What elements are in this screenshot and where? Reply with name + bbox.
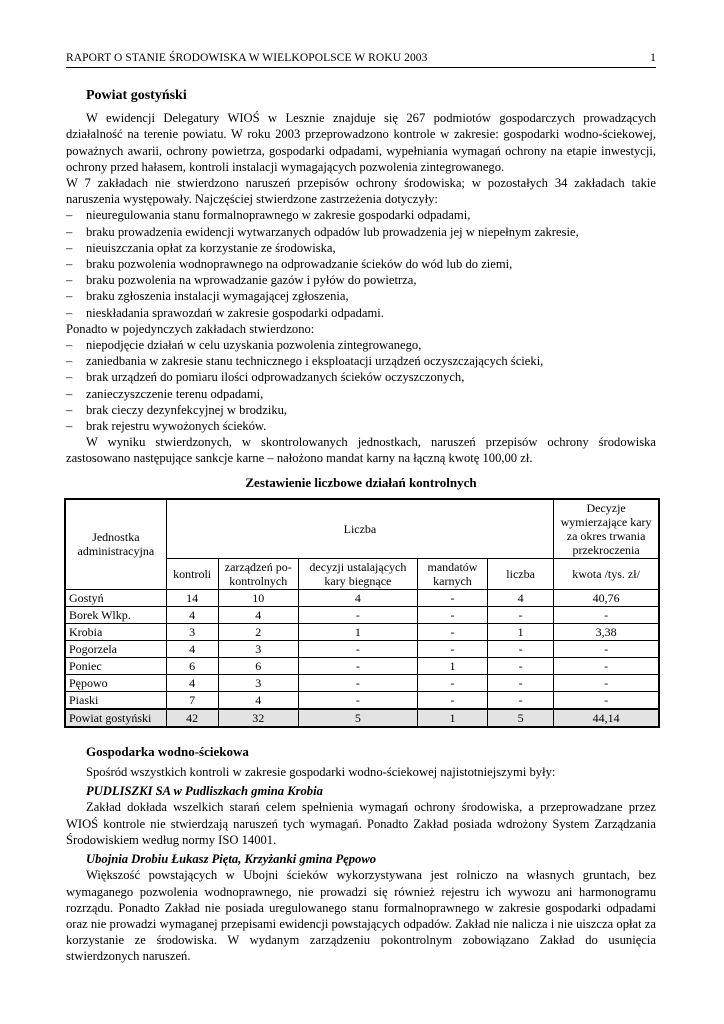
cell-decyzji: - <box>298 674 417 691</box>
cell-unit: Powiat gostyński <box>65 709 166 727</box>
page-header <box>66 52 656 68</box>
findings-paragraph: W 7 zakładach nie stwierdzono naruszeń przepisów ochrony środowiska; w pozostałych 34 zakładach takie naruszenia występowały. Najczęściej stwierdzone zastrzeżenia dotyczyły: <box>66 176 656 207</box>
cell-unit: Gostyń <box>65 589 166 606</box>
cell-kontroli: 14 <box>166 589 218 606</box>
cell-unit: Krobia <box>65 623 166 640</box>
cell-kontroli: 3 <box>166 623 218 640</box>
cell-decyzji: - <box>298 640 417 657</box>
pudliszki-subtitle: PUDLISZKI SA w Pudliszkach gmina Krobia <box>86 784 323 799</box>
cell-mandatow: 1 <box>417 657 487 674</box>
cell-mandatow: - <box>417 589 487 606</box>
cell-kwota: - <box>554 640 659 657</box>
cell-zarzadzen: 2 <box>218 623 298 640</box>
cell-mandatow: - <box>417 640 487 657</box>
cell-unit: Borek Wlkp. <box>65 606 166 623</box>
cell-kwota: - <box>554 657 659 674</box>
cell-decyzji: 5 <box>298 709 417 727</box>
cell-mandatow: - <box>417 691 487 709</box>
list-item: – brak cieczy dezynfekcyjnej w brodziku, <box>66 402 656 418</box>
cell-kwota: 40,76 <box>554 589 659 606</box>
col-mandatow-header: mandatów karnych <box>417 558 487 589</box>
ubojnia-paragraph: Większość powstających w Ubojni ścieków wykorzystywana jest rolniczo na własnych gruntach, bez wymaganego pozwolenia wodnoprawnego, nie prowadzi się również rejestru ich wywozu ani harmonogramu rozrządu. Ponadto Zakład nie posiada uregulowanego stanu formalnoprawnego w zakresie gospodarki odpadami oraz nie prowadzi wymaganej przepisami ewidencji powstających odpadów. Zakład nie nalicza i nie uiszcza opłat za korzystanie ze środowiska. W wydanym zarządzeniu pokontrolnym zobowiązano Zakład do usunięcia stwierdzonych naruszeń. <box>66 868 656 964</box>
cell-zarzadzen: 4 <box>218 606 298 623</box>
table-row <box>65 640 659 657</box>
control-summary-table <box>64 498 660 728</box>
list-item: – braku zgłoszenia instalacji wymagającej zgłoszenia, <box>66 288 656 304</box>
table-row <box>65 691 659 709</box>
section-title: Powiat gostyński <box>86 88 187 103</box>
cell-zarzadzen: 3 <box>218 674 298 691</box>
intro-paragraph: W ewidencji Delegatury WIOŚ w Lesznie znajduje się 267 podmiotów gospodarczych prowadzących działalność na terenie powiatu. W roku 2003 przeprowadzono kontrole w zakresie: gospodarki wodno-ściekowej, poważnych awarii, ochrony powietrza, gospodarki odpadami, wypełniania wymagań ochrony na etapie inwestycji, ochrony przed hałasem, kontroli instalacji wymagających pozwolenia zintegrowanego. <box>66 111 656 174</box>
col-liczba-header: liczba <box>488 558 554 589</box>
list-item: – zaniedbania w zakresie stanu technicznego i eksploatacji urządzeń oczyszczających ścieki, <box>66 353 656 369</box>
water-section-title: Gospodarka wodno-ściekowa <box>86 743 249 759</box>
cell-unit: Poniec <box>65 657 166 674</box>
findings-list <box>66 207 656 320</box>
cell-zarzadzen: 6 <box>218 657 298 674</box>
pudliszki-paragraph: Zakład dokłada wszelkich starań celem spełnienia wymagań ochrony środowiska, a przeprowadzane przez WIOŚ kontrole nie stwierdzają naruszeń tych wymagań. Ponadto Zakład posiada wdrożony System Zarządzania Środowiskiem według normy ISO 14001. <box>66 800 656 847</box>
ubojnia-subtitle: Ubojnia Drobiu Łukasz Pięta, Krzyżanki gmina Pępowo <box>86 852 377 867</box>
cell-decyzji: 1 <box>298 623 417 640</box>
group-liczba-header: Liczba <box>166 499 553 559</box>
col-zarzadzen-header: zarządzeń po-kontrolnych <box>218 558 298 589</box>
water-intro-paragraph: Spośród wszystkich kontroli w zakresie gospodarki wodno-ściekowej najistotniejszymi były: <box>86 765 556 780</box>
cell-zarzadzen: 10 <box>218 589 298 606</box>
list-item: – nieskładania sprawozdań w zakresie gospodarki odpadami. <box>66 305 656 321</box>
cell-decyzji: - <box>298 657 417 674</box>
cell-liczba: 1 <box>488 623 554 640</box>
cell-kwota: 3,38 <box>554 623 659 640</box>
group-decyzje-header: Decyzje wymierzające kary za okres trwania przekroczenia <box>554 499 659 559</box>
table-row <box>65 589 659 606</box>
cell-mandatow: - <box>417 606 487 623</box>
table-row <box>65 606 659 623</box>
cell-liczba: - <box>488 657 554 674</box>
list-item: – brak urządzeń do pomiaru ilości odprowadzanych ścieków oczyszczonych, <box>66 369 656 385</box>
table-total-row <box>65 709 659 727</box>
list-item: – braku pozwolenia na wprowadzanie gazów i pyłów do powietrza, <box>66 272 656 288</box>
cell-kontroli: 4 <box>166 640 218 657</box>
cell-unit: Pępowo <box>65 674 166 691</box>
cell-decyzji: - <box>298 606 417 623</box>
table-caption: Zestawienie liczbowe działań kontrolnych <box>245 474 477 490</box>
cell-liczba: - <box>488 674 554 691</box>
report-title: RAPORT O STANIE ŚRODOWISKA W WIELKOPOLSCE W ROKU 2003 <box>66 52 428 64</box>
col-kwota-header: kwota /tys. zł/ <box>554 558 659 589</box>
cell-liczba: - <box>488 691 554 709</box>
cell-kwota: - <box>554 674 659 691</box>
cell-kontroli: 42 <box>166 709 218 727</box>
additional-findings-list <box>66 337 656 434</box>
list-item: – niepodjęcie działań w celu uzyskania pozwolenia zintegrowanego, <box>66 337 656 353</box>
list-item: – braku pozwolenia wodnoprawnego na odprowadzanie ścieków do wód lub do ziemi, <box>66 256 656 272</box>
list-item: – zanieczyszczenie terenu odpadami, <box>66 386 656 402</box>
table-row <box>65 623 659 640</box>
cell-unit: Piaski <box>65 691 166 709</box>
cell-mandatow: 1 <box>417 709 487 727</box>
cell-kwota: 44,14 <box>554 709 659 727</box>
col-decyzji-header: decyzji ustalających kary biegnące <box>298 558 417 589</box>
additional-findings-paragraph: Ponadto w pojedynczych zakładach stwierdzono: <box>66 321 315 336</box>
cell-liczba: 4 <box>488 589 554 606</box>
cell-decyzji: - <box>298 691 417 709</box>
sanctions-paragraph: W wyniku stwierdzonych, w skontrolowanych jednostkach, naruszeń przepisów ochrony środowiska zastosowano następujące sankcje karne – nałożono mandat karny na łączną kwotę 100,00 zł. <box>66 435 656 466</box>
cell-liczba: - <box>488 640 554 657</box>
cell-kontroli: 4 <box>166 674 218 691</box>
cell-mandatow: - <box>417 674 487 691</box>
list-item: – nieuiszczania opłat za korzystanie ze środowiska, <box>66 240 656 256</box>
cell-zarzadzen: 4 <box>218 691 298 709</box>
cell-kontroli: 4 <box>166 606 218 623</box>
cell-kontroli: 6 <box>166 657 218 674</box>
table-row <box>65 674 659 691</box>
list-item: – braku prowadzenia ewidencji wytwarzanych odpadów lub prowadzenia jej w niepełnym zakresie, <box>66 224 656 240</box>
page-content <box>66 88 656 965</box>
page-number: 1 <box>650 52 656 64</box>
table-row <box>65 657 659 674</box>
list-item: – brak rejestru wywożonych ścieków. <box>66 418 656 434</box>
cell-liczba: 5 <box>488 709 554 727</box>
cell-zarzadzen: 32 <box>218 709 298 727</box>
cell-kwota: - <box>554 691 659 709</box>
cell-mandatow: - <box>417 623 487 640</box>
col-unit-header: Jednostka administracyjna <box>65 499 166 590</box>
cell-unit: Pogorzela <box>65 640 166 657</box>
cell-zarzadzen: 3 <box>218 640 298 657</box>
col-kontroli-header: kontroli <box>166 558 218 589</box>
cell-kontroli: 7 <box>166 691 218 709</box>
cell-liczba: - <box>488 606 554 623</box>
cell-decyzji: 4 <box>298 589 417 606</box>
cell-kwota: - <box>554 606 659 623</box>
list-item: – nieuregulowania stanu formalnoprawnego w zakresie gospodarki odpadami, <box>66 207 656 223</box>
